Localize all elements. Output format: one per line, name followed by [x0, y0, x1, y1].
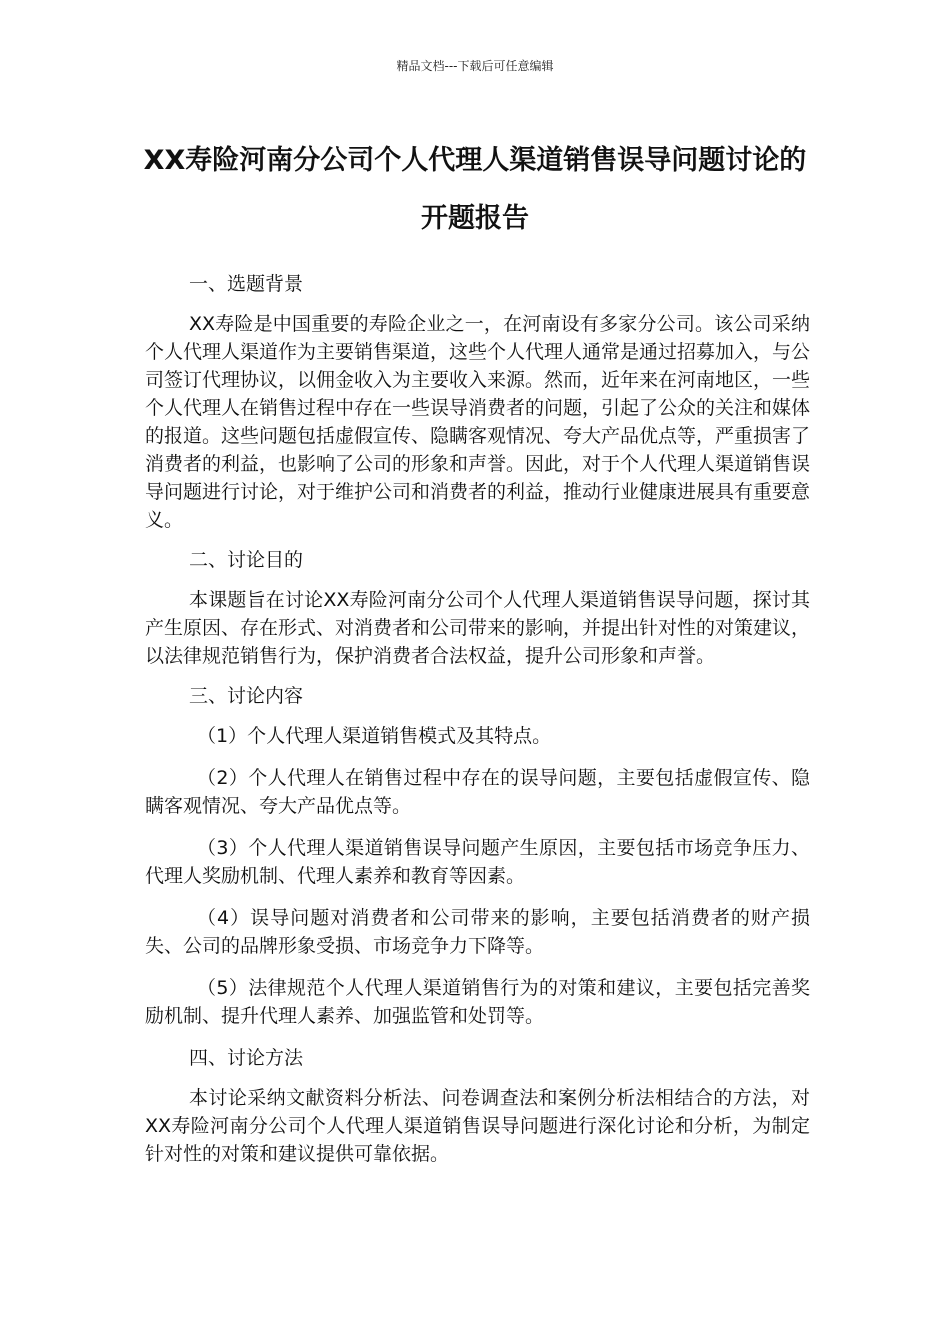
list-item: （3）个人代理人渠道销售误导问题产生原因，主要包括市场竞争压力、代理人奖励机制、代理人素养和教育等因素。: [145, 837, 810, 887]
document-title: XX寿险河南分公司个人代理人渠道销售误导问题讨论的开题报告: [143, 145, 807, 234]
list-item: （4）误导问题对消费者和公司带来的影响，主要包括消费者的财产损失、公司的品牌形象受损、市场竞争力下降等。: [145, 907, 810, 957]
section-heading-content: 三、讨论内容: [189, 685, 304, 707]
list-item: （2）个人代理人在销售过程中存在的误导问题，主要包括虚假宣传、隐瞒客观情况、夸大产品优点等。: [145, 767, 810, 817]
section-heading-purpose: 二、讨论目的: [189, 549, 304, 571]
paragraph-purpose: 本课题旨在讨论XX寿险河南分公司个人代理人渠道销售误导问题，探讨其产生原因、存在形式、对消费者和公司带来的影响，并提出针对性的对策建议，以法律规范销售行为，保护消费者合法权益，提升公司形象和声誉。: [145, 589, 811, 667]
paragraph-background: XX寿险是中国重要的寿险企业之一，在河南设有多家分公司。该公司采纳个人代理人渠道作为主要销售渠道，这些个人代理人通常是通过招募加入，与公司签订代理协议，以佣金收入为主要收入来源。然而，近年来在河南地区，一些个人代理人在销售过程中存在一些误导消费者的问题，引起了公众的关注和媒体的报道。这些问题包括虚假宣传、隐瞒客观情况、夸大产品优点等，严重损害了消费者的利益，也影响了公司的形象和声誉。因此，对于个人代理人渠道销售误导问题进行讨论，对于维护公司和消费者的利益，推动行业健康进展具有重要意义。: [145, 313, 811, 531]
header-note: 精品文档---下载后可任意编辑: [396, 59, 554, 73]
list-item: （1）个人代理人渠道销售模式及其特点。: [197, 725, 552, 747]
document-body: [145, 270, 810, 1180]
paragraph-method: 本讨论采纳文献资料分析法、问卷调查法和案例分析法相结合的方法，对XX寿险河南分公司个人代理人渠道销售误导问题进行深化讨论和分析，为制定针对性的对策和建议提供可靠依据。: [145, 1087, 810, 1165]
section-heading-method: 四、讨论方法: [189, 1047, 304, 1069]
list-item: （5）法律规范个人代理人渠道销售行为的对策和建议，主要包括完善奖励机制、提升代理人素养、加强监管和处罚等。: [145, 977, 810, 1027]
section-heading-background: 一、选题背景: [189, 273, 304, 295]
